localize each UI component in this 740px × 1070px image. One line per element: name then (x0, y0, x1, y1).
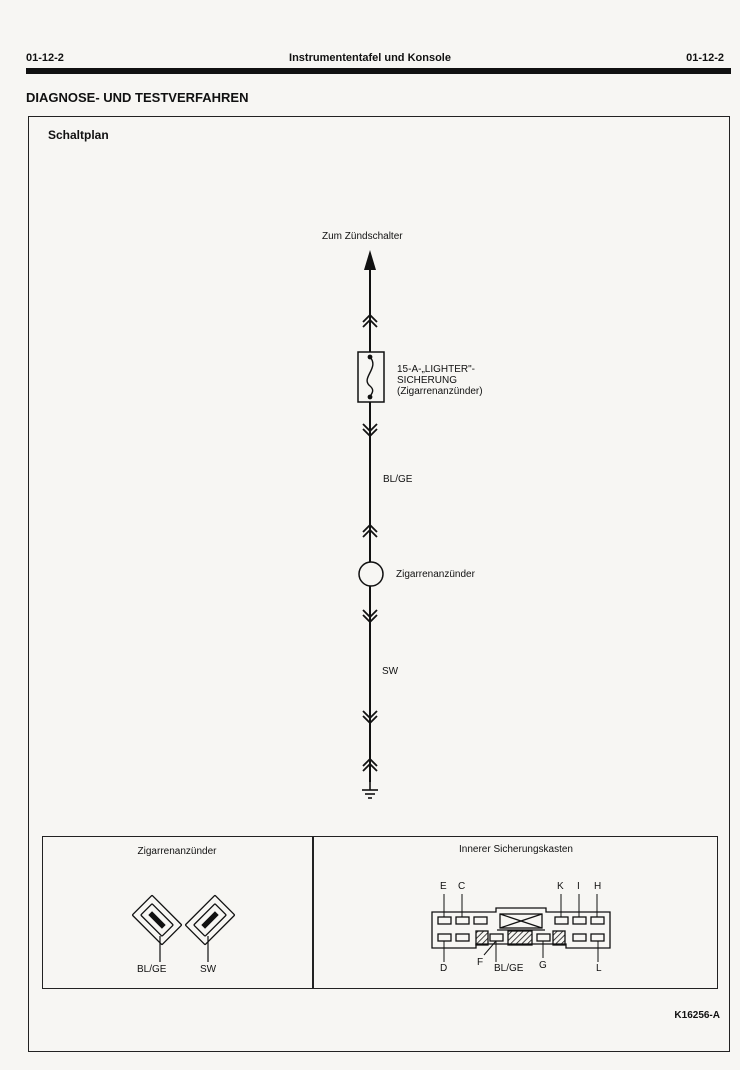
fuse-box-pin-label: L (596, 963, 602, 974)
ground-icon (362, 782, 378, 798)
fuse-box-pin-label: H (594, 881, 602, 892)
cigar-lighter-label: Zigarrenanzünder (396, 569, 475, 580)
lighter-pin-label: BL/GE (137, 964, 167, 975)
fuse-label-line-2: SICHERUNG (397, 375, 458, 386)
fuse-box-pin-label: BL/GE (494, 963, 524, 974)
section-title: DIAGNOSE- UND TESTVERFAHREN (26, 90, 249, 105)
page-number-right: 01-12-2 (686, 52, 724, 64)
fuse-box-pin-label: I (577, 881, 580, 892)
fuse-box-title: Innerer Sicherungskasten (459, 844, 573, 855)
wire-color-upper: BL/GE (383, 474, 413, 485)
fuse-box-pin-label: G (539, 960, 547, 971)
page-number-left: 01-12-2 (26, 52, 64, 64)
wire-color-lower: SW (382, 666, 399, 677)
lighter-pin-label: SW (200, 964, 217, 975)
fuse-label-line-3: (Zigarrenanzünder) (397, 386, 483, 397)
arrow-up-icon (364, 250, 376, 270)
fuse-box-pin-label: E (440, 881, 447, 892)
schematic-title: Schaltplan (48, 128, 109, 142)
drawing-reference: K16256-A (674, 1010, 720, 1021)
fuse-box-pin-label: C (458, 881, 466, 892)
fuse-box-pin-label: F (477, 957, 484, 968)
lighter-connector-icon (132, 895, 234, 944)
fuse-box-connector-icon (432, 908, 610, 948)
fuse-label-line-1: 15-A-„LIGHTER"- (397, 364, 476, 375)
cigar-lighter-icon (359, 562, 383, 586)
fuse-box-pin-label: D (440, 963, 448, 974)
fuse-box-pin-label: K (557, 881, 564, 892)
page-title: Instrumententafel und Konsole (289, 52, 451, 64)
lighter-connector-title: Zigarrenanzünder (137, 846, 217, 857)
ignition-switch-label: Zum Zündschalter (322, 231, 403, 242)
